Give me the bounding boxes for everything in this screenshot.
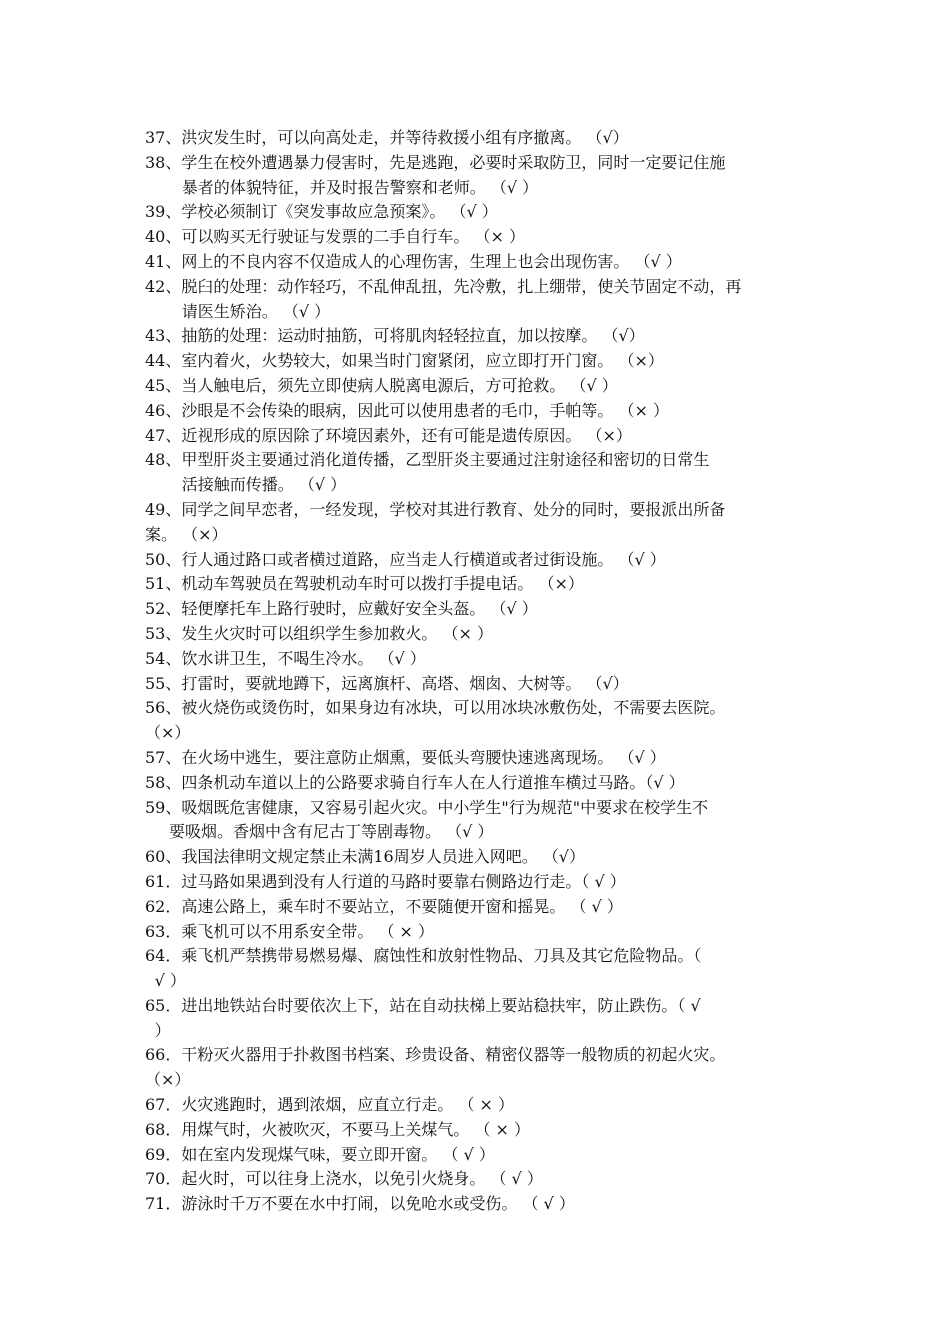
question-list: [145, 126, 810, 1217]
question-text-continued: 要吸烟。香烟中含有尼古丁等剧毒物。 （√ ）: [169, 822, 494, 842]
question-text-continued: 活接触而传播。 （√ ）: [181, 475, 347, 495]
question-text: 65．进出地铁站台时要依次上下，站在自动扶梯上要站稳扶牢，防止跌伤。（ √: [145, 995, 701, 1015]
question-item: [145, 845, 810, 870]
question-item: [145, 672, 810, 697]
question-text-continued: ）: [154, 1020, 171, 1040]
question-text: 44、室内着火，火势较大，如果当时门窗紧闭，应立即打开门窗。 （×）: [145, 351, 664, 371]
question-text: 51、机动车驾驶员在驾驶机动车时可以拨打手提电话。 （×）: [145, 574, 584, 594]
question-text: 54、饮水讲卫生，不喝生冷水。 （√ ）: [145, 648, 426, 668]
question-text-continued: （×）: [145, 723, 191, 743]
question-item: [145, 647, 810, 672]
question-text: 42、脱臼的处理：动作轻巧，不乱伸乱扭，先冷敷，扎上绷带，使关节固定不动，再: [145, 276, 742, 296]
question-text: 41、网上的不良内容不仅造成人的心理伤害，生理上也会出现伤害。 （√ ）: [145, 251, 682, 271]
question-text: 39、学校必须制订《突发事故应急预案》。 （√ ）: [145, 202, 498, 222]
question-text: 58、四条机动车道以上的公路要求骑自行车人在人行道推车横过马路。（√ ）: [145, 772, 685, 792]
question-item: [145, 399, 810, 424]
question-text: 68．用煤气时，火被吹灭，不要马上关煤气。 （ × ）: [145, 1119, 531, 1139]
question-text: 50、行人通过路口或者横过道路，应当走人行横道或者过街设施。 （√ ）: [145, 549, 666, 569]
question-text: 38、学生在校外遭遇暴力侵害时，先是逃跑，必要时采取防卫，同时一定要记住施: [145, 152, 726, 172]
question-item: [145, 374, 810, 399]
question-item: [145, 994, 810, 1044]
question-item: [145, 548, 810, 573]
question-text: 48、甲型肝炎主要通过消化道传播，乙型肝炎主要通过注射途径和密切的日常生: [145, 450, 710, 470]
question-item: [145, 200, 810, 225]
question-item: [145, 1192, 810, 1217]
question-item: [145, 1043, 810, 1093]
question-text-continued: 暴者的体貌特征，并及时报告警察和老师。 （√ ）: [181, 177, 539, 197]
question-item: [145, 275, 810, 325]
question-text: 62．高速公路上，乘车时不要站立，不要随便开窗和摇晃。 （ √ ）: [145, 896, 623, 916]
question-item: [145, 151, 810, 201]
question-item: [145, 944, 810, 994]
question-item: [145, 1167, 810, 1192]
question-item: [145, 622, 810, 647]
question-text: 69．如在室内发现煤气味，要立即开窗。 （ √ ）: [145, 1144, 495, 1164]
question-text: 63．乘飞机可以不用系安全带。 （ × ）: [145, 921, 435, 941]
question-text: 66．干粉灭火器用于扑救图书档案、珍贵设备、精密仪器等一般物质的初起火灾。: [145, 1045, 726, 1065]
question-text: 67．火灾逃跑时，遇到浓烟，应直立行走。 （ × ）: [145, 1095, 515, 1115]
question-item: [145, 746, 810, 771]
question-item: [145, 424, 810, 449]
question-item: [145, 696, 810, 746]
question-text: 56、被火烧伤或烫伤时，如果身边有冰块，可以用冰块冰敷伤处，不需要去医院。: [145, 698, 726, 718]
question-item: [145, 349, 810, 374]
question-text: 57、在火场中逃生，要注意防止烟熏，要低头弯腰快速逃离现场。 （√ ）: [145, 747, 666, 767]
question-item: [145, 1093, 810, 1118]
question-text-continued: （×）: [145, 1070, 191, 1090]
question-item: [145, 1118, 810, 1143]
question-text: 59、吸烟既危害健康，又容易引起火灾。中小学生"行为规范"中要求在校学生不: [145, 797, 709, 817]
question-item: [145, 572, 810, 597]
question-item: [145, 920, 810, 945]
question-item: [145, 225, 810, 250]
question-item: [145, 1143, 810, 1168]
question-text-continued: √ ）: [154, 971, 186, 991]
question-text: 45、当人触电后，须先立即使病人脱离电源后，方可抢救。 （√ ）: [145, 375, 618, 395]
question-item: [145, 870, 810, 895]
question-text: 61．过马路如果遇到没有人行道的马路时要靠右侧路边行走。（ √ ）: [145, 871, 626, 891]
question-text: 70．起火时，可以往身上浇水，以免引火烧身。 （ √ ）: [145, 1169, 543, 1189]
question-item: [145, 126, 810, 151]
question-text: 37、洪灾发生时，可以向高处走，并等待救援小组有序撤离。 （√）: [145, 128, 629, 147]
question-text-continued: 请医生矫治。 （√ ）: [181, 301, 331, 321]
question-text: 64．乘飞机严禁携带易燃易爆、腐蚀性和放射性物品、刀具及其它危险物品。（: [145, 946, 702, 966]
question-text: 60、我国法律明文规定禁止未满16周岁人员进入网吧。 （√）: [145, 847, 586, 867]
question-item: [145, 597, 810, 622]
question-item: [145, 250, 810, 275]
question-text: 49、同学之间早恋者，一经发现，学校对其进行教育、处分的同时，要报派出所备: [145, 499, 726, 519]
question-item: [145, 448, 810, 498]
question-text-continued: 案。 （×）: [145, 524, 228, 544]
question-text: 53、发生火灾时可以组织学生参加救火。 （× ）: [145, 623, 493, 643]
question-item: [145, 895, 810, 920]
question-item: [145, 771, 810, 796]
question-text: 46、沙眼是不会传染的眼病，因此可以使用患者的毛巾，手帕等。 （× ）: [145, 400, 669, 420]
question-text: 40、可以购买无行驶证与发票的二手自行车。 （× ）: [145, 227, 525, 247]
question-text: 47、近视形成的原因除了环境因素外，还有可能是遗传原因。 （×）: [145, 425, 632, 445]
question-item: [145, 498, 810, 548]
question-text: 43、抽筋的处理：运动时抽筋，可将肌肉轻轻拉直，加以按摩。 （√）: [145, 326, 645, 346]
question-text: 52、轻便摩托车上路行驶时，应戴好安全头盔。 （√ ）: [145, 599, 538, 619]
question-item: [145, 324, 810, 349]
question-text: 55、打雷时，要就地蹲下，远离旗杆、高塔、烟囱、大树等。 （√）: [145, 673, 629, 693]
question-text: 71．游泳时千万不要在水中打闹，以免呛水或受伤。 （ √ ）: [145, 1194, 575, 1214]
question-item: [145, 796, 810, 846]
